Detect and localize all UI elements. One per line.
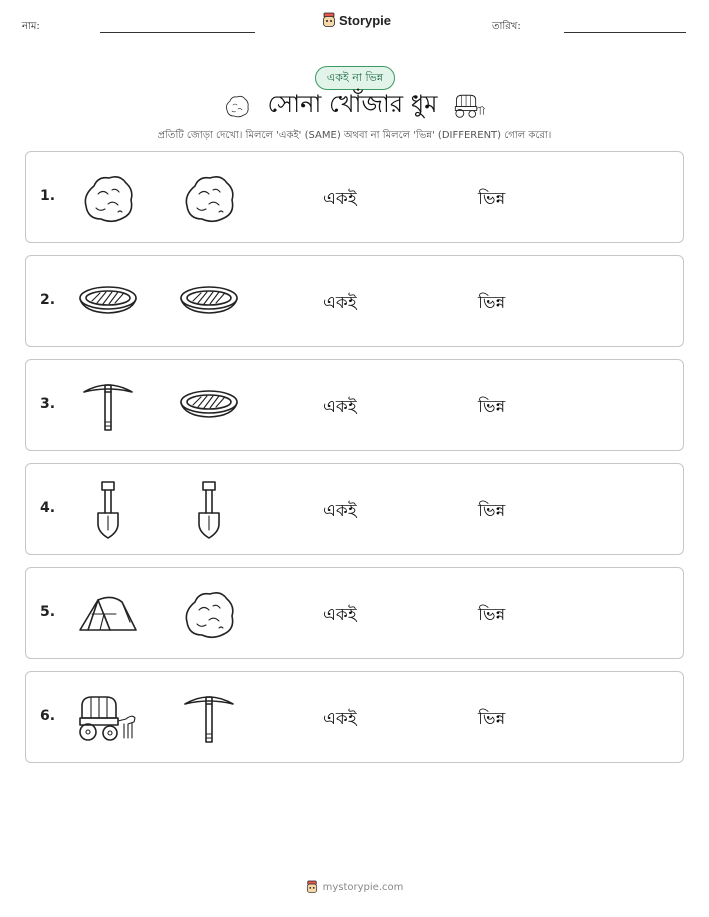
question-row bbox=[25, 567, 684, 659]
gold-nugget-icon bbox=[179, 168, 239, 228]
option-different[interactable]: ভিন্ন bbox=[478, 189, 506, 209]
question-number: 6. bbox=[40, 708, 56, 724]
option-different[interactable]: ভিন্ন bbox=[478, 605, 506, 625]
gold-nugget-icon bbox=[78, 168, 138, 228]
brand-name: Storypie bbox=[339, 12, 392, 28]
gold-pan-icon bbox=[179, 376, 239, 436]
date-label: তারিখ: bbox=[492, 21, 521, 32]
gold-pan-icon bbox=[78, 272, 138, 332]
question-row bbox=[25, 151, 684, 243]
option-different[interactable]: ভিন্ন bbox=[478, 501, 506, 521]
footer-site[interactable]: mystorypie.com bbox=[322, 881, 404, 893]
date-line[interactable] bbox=[564, 32, 686, 33]
option-same[interactable]: একই bbox=[323, 709, 357, 729]
option-different[interactable]: ভিন্ন bbox=[478, 293, 506, 313]
tent-icon bbox=[78, 584, 138, 644]
shovel-icon bbox=[78, 480, 138, 540]
question-row bbox=[25, 359, 684, 451]
question-number: 2. bbox=[40, 292, 56, 308]
worksheet-type-badge: একই না ভিন্ন bbox=[315, 66, 395, 90]
covered-wagon-icon bbox=[453, 93, 487, 119]
question-row bbox=[25, 463, 684, 555]
storypie-mascot-icon bbox=[322, 12, 336, 28]
covered-wagon-icon bbox=[78, 688, 138, 748]
question-number: 3. bbox=[40, 396, 56, 412]
footer bbox=[0, 880, 709, 894]
question-number: 4. bbox=[40, 500, 56, 516]
option-same[interactable]: একই bbox=[323, 397, 357, 417]
question-number: 5. bbox=[40, 604, 56, 620]
question-row bbox=[25, 255, 684, 347]
gold-nugget-icon bbox=[222, 91, 252, 121]
pickaxe-icon bbox=[78, 376, 138, 436]
option-same[interactable]: একই bbox=[323, 605, 357, 625]
title-row bbox=[0, 90, 709, 122]
gold-pan-icon bbox=[179, 272, 239, 332]
instructions: প্রতিটি জোড়া দেখো। মিললে 'একই' (SAME) অথবা না মিললে 'ভিন্ন' (DIFFERENT) গোল করো। bbox=[157, 130, 552, 141]
name-line[interactable] bbox=[100, 32, 255, 33]
pickaxe-icon bbox=[179, 688, 239, 748]
page-title: সোনা খোঁজার ধুম bbox=[267, 90, 438, 118]
question-number: 1. bbox=[40, 188, 56, 204]
option-same[interactable]: একই bbox=[323, 293, 357, 313]
option-same[interactable]: একই bbox=[323, 189, 357, 209]
name-label: নাম: bbox=[22, 21, 40, 32]
brand-logo bbox=[322, 12, 391, 28]
shovel-icon bbox=[179, 480, 239, 540]
question-row bbox=[25, 671, 684, 763]
option-different[interactable]: ভিন্ন bbox=[478, 397, 506, 417]
option-different[interactable]: ভিন্ন bbox=[478, 709, 506, 729]
gold-nugget-icon bbox=[179, 584, 239, 644]
option-same[interactable]: একই bbox=[323, 501, 357, 521]
storypie-mascot-icon bbox=[306, 880, 318, 894]
